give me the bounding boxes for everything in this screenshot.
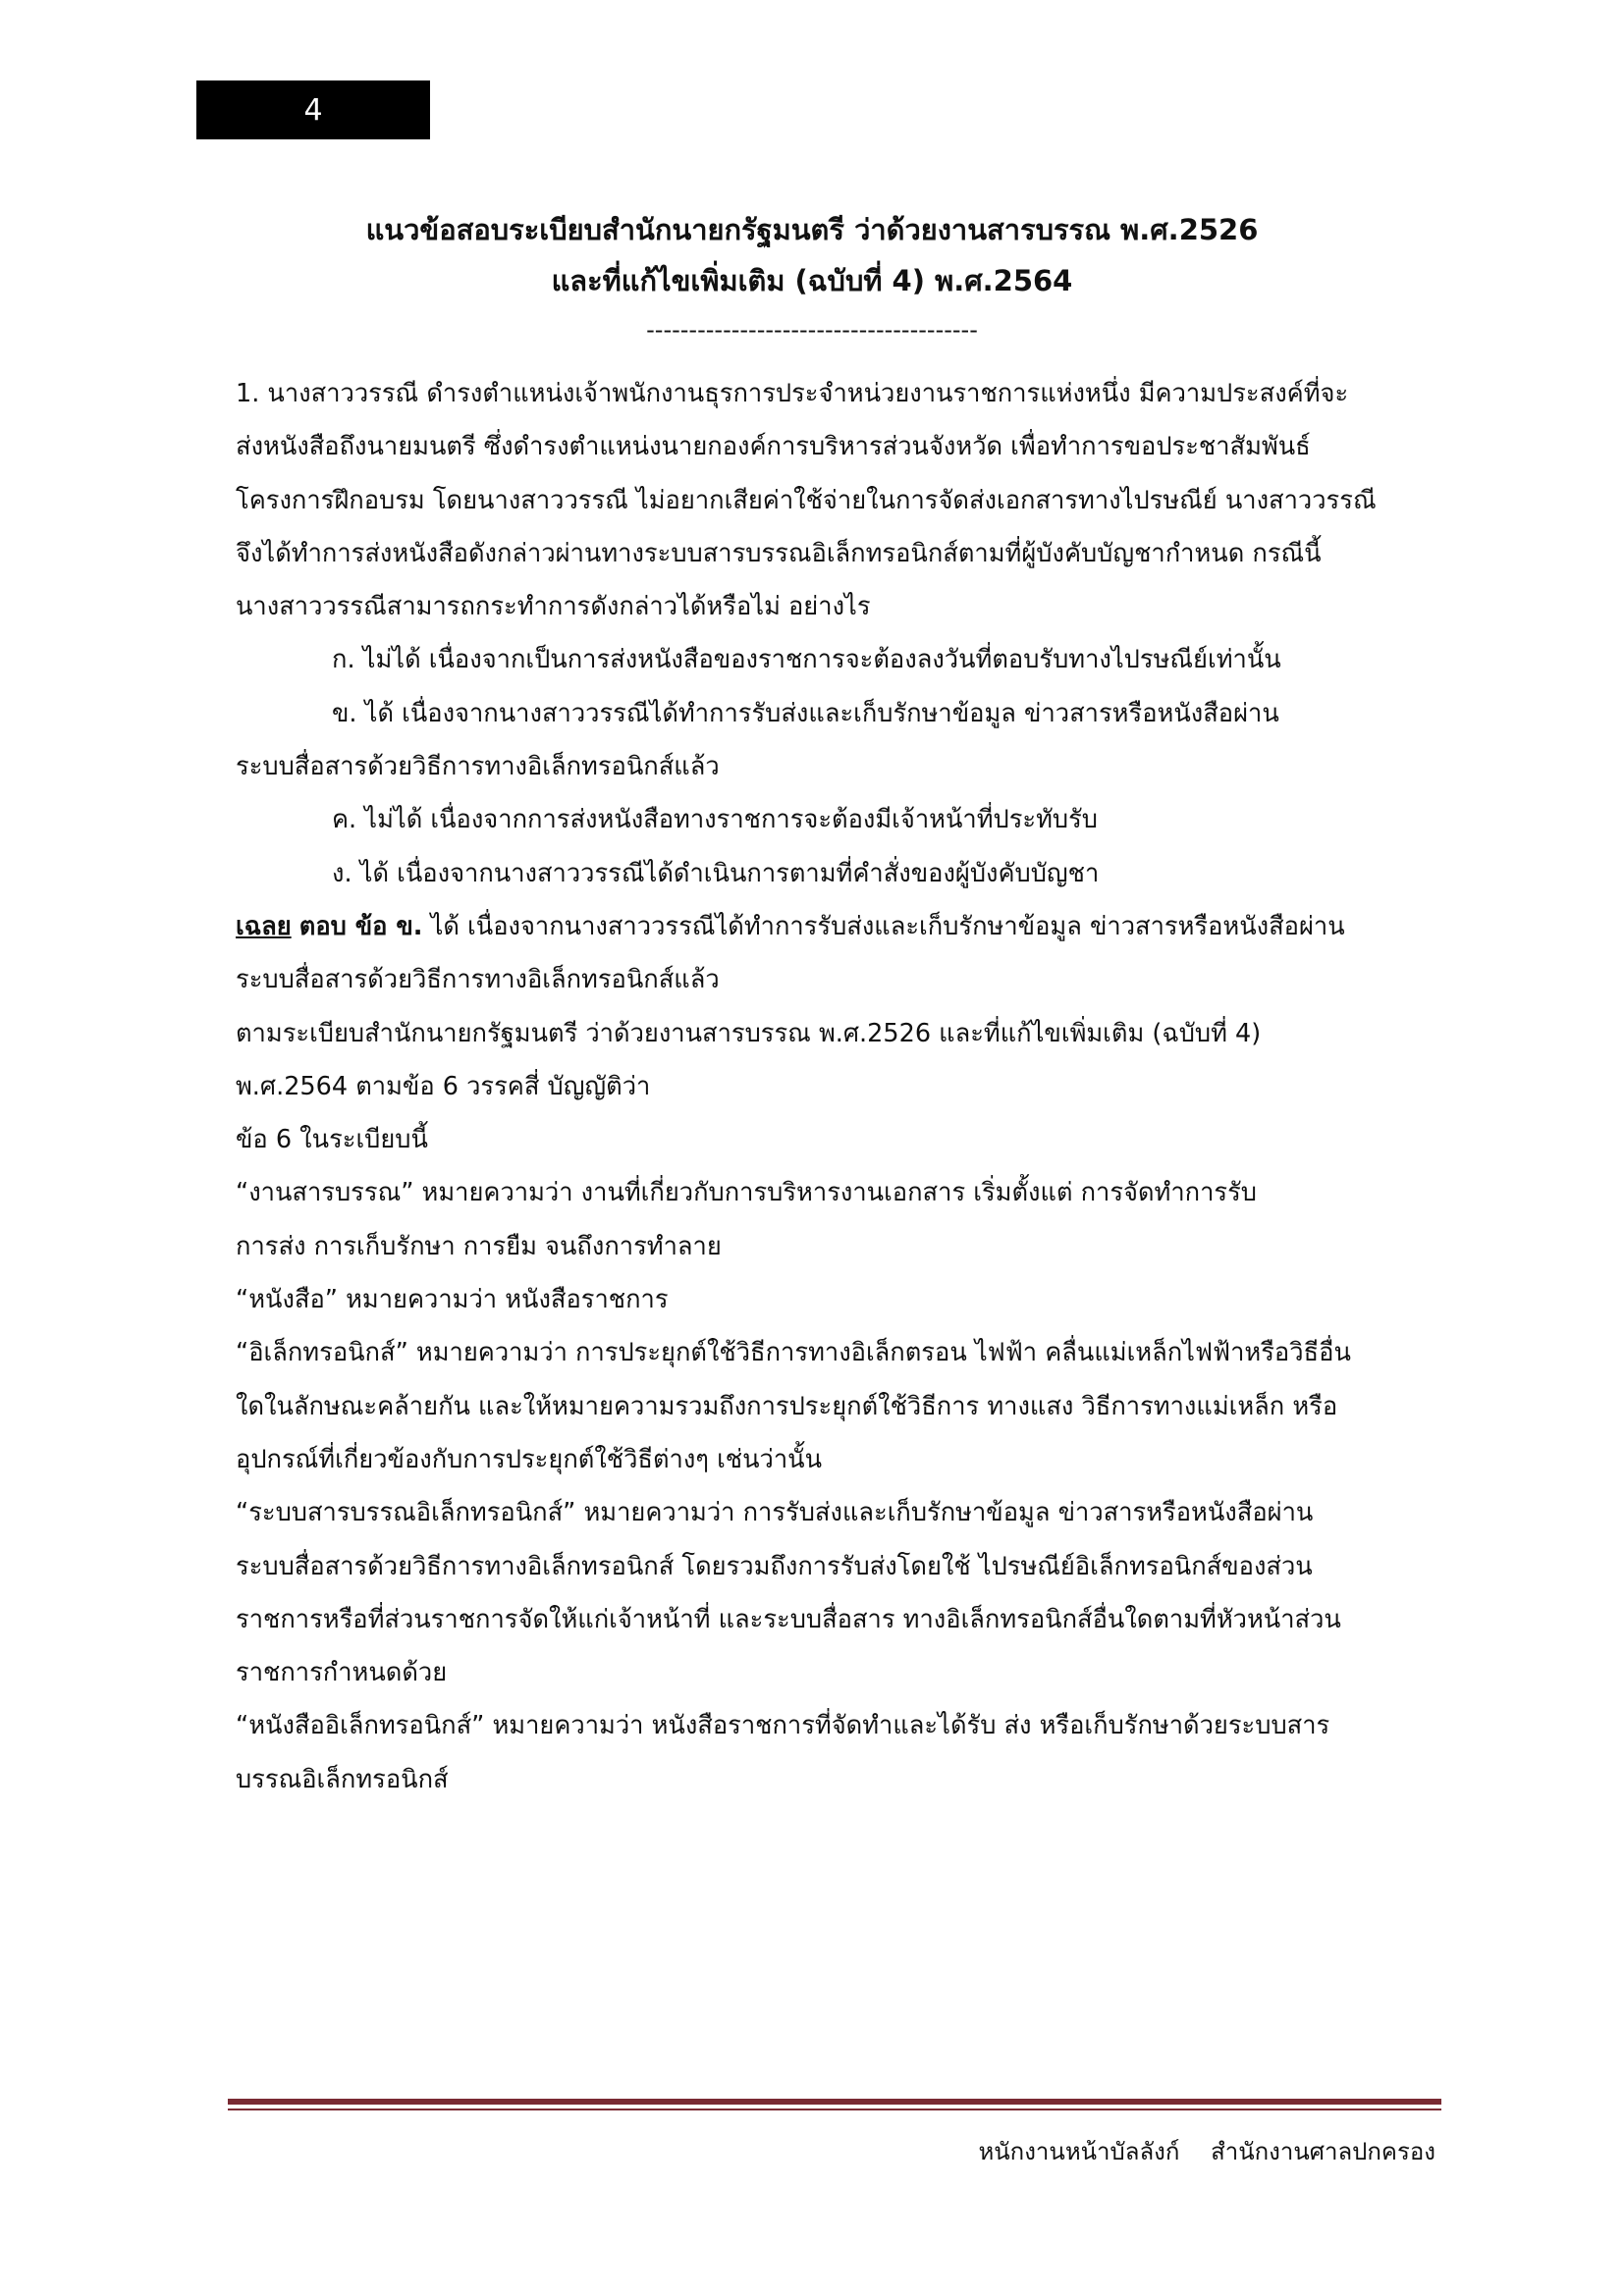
page-number-badge bbox=[196, 80, 430, 139]
question-line: จึงได้ทำการส่งหนังสือดังกล่าวผ่านทางระบบสารบรรณอิเล็กทรอนิกส์ตามที่ผู้บังคับบัญชากำหนด กรณีนี้ bbox=[236, 538, 1322, 568]
reference-line: ตามระเบียบสำนักนายกรัฐมนตรี ว่าด้วยงานสารบรรณ พ.ศ.2526 และที่แก้ไขเพิ่มเติม (ฉบับที่ 4) bbox=[236, 1018, 1262, 1048]
footer-rule-thin bbox=[228, 2109, 1441, 2110]
question-line: นางสาววรรณีสามารถกระทำการดังกล่าวได้หรือไม่ อย่างไร bbox=[236, 592, 871, 622]
answer-text: ได้ เนื่องจากนางสาววรรณีได้ทำการรับส่งและเก็บรักษาข้อมูล ข่าวสารหรือหนังสือผ่าน bbox=[430, 911, 1345, 941]
answer-line bbox=[236, 900, 1434, 953]
choice-d: ง. ได้ เนื่องจากนางสาววรรณีได้ดำเนินการตามที่คำสั่งของผู้บังคับบัญชา bbox=[332, 858, 1100, 888]
page-number: 4 bbox=[303, 92, 323, 128]
reference-line: ใดในลักษณะคล้ายกัน และให้หมายความรวมถึงการประยุกต์ใช้วิธีการ ทางแสง วิธีการทางแม่เหล็ก หรือ bbox=[236, 1391, 1338, 1421]
footer-right-text: สำนักงานศาลปกครอง bbox=[1211, 2138, 1435, 2165]
choice-c: ค. ไม่ได้ เนื่องจากการส่งหนังสือทางราชการจะต้องมีเจ้าหน้าที่ประทับรับ bbox=[332, 805, 1098, 835]
reference-line: พ.ศ.2564 ตามข้อ 6 วรรคสี่ บัญญัติว่า bbox=[236, 1071, 651, 1101]
answer-text-continued: ระบบสื่อสารด้วยวิธีการทางอิเล็กทรอนิกส์แล้ว bbox=[236, 965, 720, 995]
answer-label: เฉลย bbox=[236, 911, 292, 941]
document-title-line-2: และที่แก้ไขเพิ่มเติม (ฉบับที่ 4) พ.ศ.2564 bbox=[551, 264, 1073, 297]
reference-line: “หนังสืออิเล็กทรอนิกส์” หมายความว่า หนังสือราชการที่จัดทำและได้รับ ส่ง หรือเก็บรักษาด้วยระบบสาร bbox=[236, 1711, 1330, 1741]
reference-line: ข้อ 6 ในระเบียบนี้ bbox=[236, 1125, 428, 1155]
question-line: ส่งหนังสือถึงนายมนตรี ซึ่งดำรงตำแหน่งนายกองค์การบริหารส่วนจังหวัด เพื่อทำการขอประชาสัมพันธ์ bbox=[236, 432, 1311, 462]
answer-choice: ตอบ ข้อ ข. bbox=[298, 911, 423, 941]
reference-line: “งานสารบรรณ” หมายความว่า งานที่เกี่ยวกับการบริหารงานเอกสาร เริ่มตั้งแต่ การจัดทำการรับ bbox=[236, 1178, 1257, 1208]
footer-left-text: หนักงานหน้าบัลลังก์ bbox=[978, 2138, 1180, 2165]
reference-line: ระบบสื่อสารด้วยวิธีการทางอิเล็กทรอนิกส์ โดยรวมถึงการรับส่งโดยใช้ ไปรษณีย์อิเล็กทรอนิกส์ของส่วน bbox=[236, 1551, 1313, 1581]
reference-line: “ระบบสารบรรณอิเล็กทรอนิกส์” หมายความว่า การรับส่งและเก็บรักษาข้อมูล ข่าวสารหรือหนังสือผ่าน bbox=[236, 1498, 1314, 1528]
reference-line: การส่ง การเก็บรักษา การยืม จนถึงการทำลาย bbox=[236, 1231, 722, 1261]
question-line: 1. นางสาววรรณี ดำรงตำแหน่งเจ้าพนักงานธุรการประจำหน่วยงานราชการแห่งหนึ่ง มีความประสงค์ที่จะ bbox=[236, 379, 1349, 408]
document-body bbox=[236, 367, 1434, 1806]
reference-line: ราชการกำหนดด้วย bbox=[236, 1658, 448, 1688]
page-footer bbox=[978, 2132, 1435, 2170]
choice-b: ข. ได้ เนื่องจากนางสาววรรณีได้ทำการรับส่งและเก็บรักษาข้อมูล ข่าวสารหรือหนังสือผ่าน bbox=[332, 698, 1279, 728]
title-divider: --------------------------------------- bbox=[646, 316, 978, 344]
reference-line: ราชการหรือที่ส่วนราชการจัดให้แก่เจ้าหน้าที่ และระบบสื่อสาร ทางอิเล็กทรอนิกส์อื่นใดตามที่หัวหน้าส่วน bbox=[236, 1604, 1341, 1634]
choice-b-continued: ระบบสื่อสารด้วยวิธีการทางอิเล็กทรอนิกส์แล้ว bbox=[236, 752, 720, 782]
footer-rule bbox=[228, 2099, 1441, 2105]
question-line: โครงการฝึกอบรม โดยนางสาววรรณี ไม่อยากเสียค่าใช้จ่ายในการจัดส่งเอกสารทางไปรษณีย์ นางสาววรรณี bbox=[236, 485, 1377, 515]
reference-line: อุปกรณ์ที่เกี่ยวข้องกับการประยุกต์ใช้วิธีต่างๆ เช่นว่านั้น bbox=[236, 1444, 823, 1474]
choice-a: ก. ไม่ได้ เนื่องจากเป็นการส่งหนังสือของราชการจะต้องลงวันที่ตอบรับทางไปรษณีย์เท่านั้น bbox=[332, 645, 1281, 675]
reference-line: “หนังสือ” หมายความว่า หนังสือราชการ bbox=[236, 1285, 669, 1315]
reference-line: “อิเล็กทรอนิกส์” หมายความว่า การประยุกต์ใช้วิธีการทางอิเล็กตรอน ไฟฟ้า คลื่นแม่เหล็กไฟฟ้าหรือวิธีอื่น bbox=[236, 1338, 1351, 1368]
reference-line: บรรณอิเล็กทรอนิกส์ bbox=[236, 1764, 449, 1794]
document-title-line-1: แนวข้อสอบระเบียบสำนักนายกรัฐมนตรี ว่าด้วยงานสารบรรณ พ.ศ.2526 bbox=[365, 213, 1259, 246]
